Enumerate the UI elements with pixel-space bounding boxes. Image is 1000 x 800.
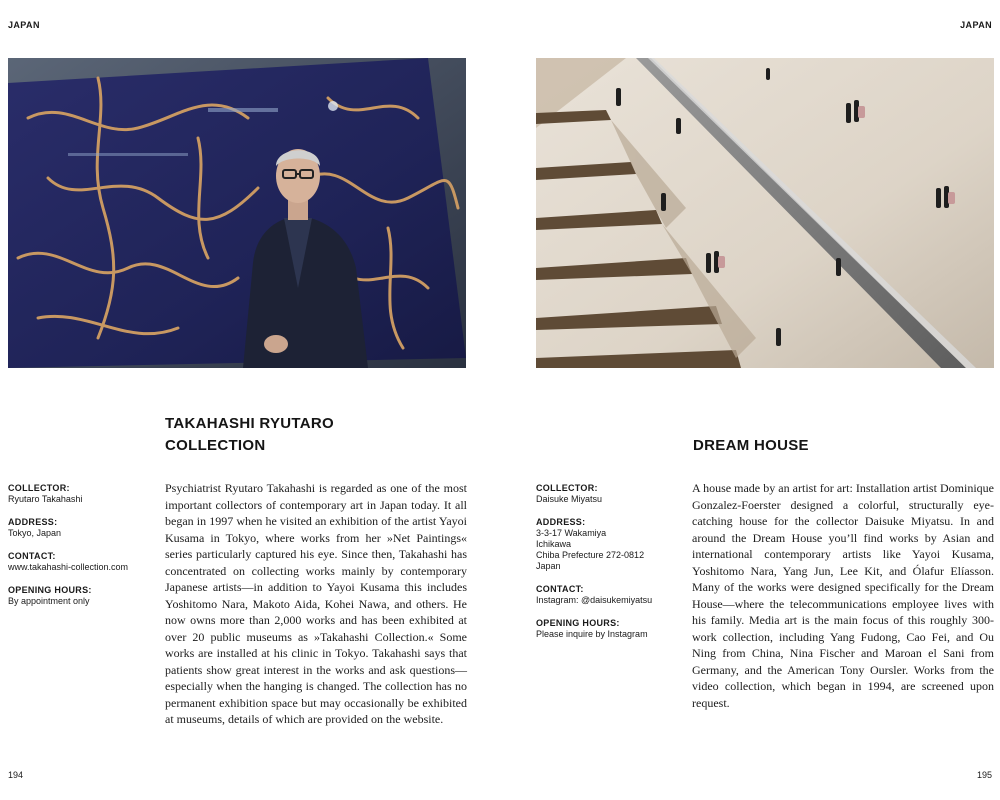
hours-value: By appointment only — [8, 596, 90, 606]
contact-value: Instagram: @daisukemiyatsu — [536, 595, 653, 605]
contact-value: www.takahashi-collection.com — [8, 562, 129, 572]
address-line: Japan — [536, 561, 561, 571]
address-line: Ichikawa — [536, 539, 572, 549]
collector-value: Daisuke Miyatsu — [536, 494, 603, 504]
address-label: ADDRESS: — [8, 517, 58, 527]
address-line: Chiba Prefecture 272-0812 — [536, 550, 645, 560]
title-line: COLLECTION — [165, 437, 266, 454]
body-text-right: A house made by an artist for art: Installation artist Dominique Gonzalez-Foerster designed a colorful, structurally eye-catching house for the collector Daisuke Miyatsu. In and around the Dream House you’ll find works by Asian and international contemporary artists like Yayoi Kusama, Yoshitomo Nara, Yang Jun, Lee Kit, and Ólafur Elíasson. Many of the works were designed specifically for the Dream House—where the telecommunications employee lives with his family. Media art is the main focus of this roughly 300-work collection, including Yang Fudong, Cao Fei, and Ou Ning from China, Nina Fischer and Maroan el Sani from Germany, and the American Tony Oursler. Works from the video collection, which began in 1994, are screened upon request. — [692, 481, 994, 710]
collection-title-left — [165, 413, 334, 457]
title-line: TAKAHASHI RYUTARO — [165, 415, 334, 432]
contact-info — [8, 551, 158, 573]
hours-info — [8, 585, 158, 607]
page-number-right: 195 — [976, 770, 992, 780]
info-panel-right — [536, 483, 686, 652]
address-value: Tokyo, Japan — [8, 528, 62, 538]
address-info — [8, 517, 158, 539]
hours-label: OPENING HOURS: — [8, 585, 92, 595]
collector-info — [536, 483, 686, 505]
address-label: ADDRESS: — [536, 517, 586, 527]
collector-label: COLLECTOR: — [8, 483, 70, 493]
collector-value: Ryutaro Takahashi — [8, 494, 83, 504]
hours-value: Please inquire by Instagram — [536, 629, 648, 639]
collector-info — [8, 483, 158, 505]
running-head-left: JAPAN — [8, 20, 40, 30]
hours-label: OPENING HOURS: — [536, 618, 620, 628]
collector-label: COLLECTOR: — [536, 483, 598, 493]
page-number-left: 194 — [8, 770, 24, 780]
dream-house-photo — [536, 58, 994, 368]
address-line: 3-3-17 Wakamiya — [536, 528, 607, 538]
hours-info — [536, 618, 686, 640]
collection-title-right — [693, 435, 809, 457]
address-info — [536, 517, 686, 572]
contact-info — [536, 584, 686, 606]
contact-label: CONTACT: — [8, 551, 56, 561]
collector-portrait-photo — [8, 58, 466, 368]
info-panel-left — [8, 483, 158, 619]
running-head-right: JAPAN — [960, 20, 992, 30]
title-line: DREAM HOUSE — [693, 437, 809, 454]
contact-label: CONTACT: — [536, 584, 584, 594]
body-text-left: Psychiatrist Ryutaro Takahashi is regarded as one of the most important collectors of contemporary art in Japan today. It all began in 1997 when he visited an exhibition of the artist Yayoi Kusama in Tokyo, where works from her »Net Paintings« series particularly captured his eye. Since then, Takahashi has concentrated on collecting works mainly by contemporary Japanese artists—in addition to Yayoi Kusama this includes Yoshitomo Nara, Makoto Aida, Kohei Nawa, and others. He now owns more than 2,000 works and has been exhibited at over 20 public museums as »Takahashi Collection.« Some works are installed at his clinic in Tokyo. Takahashi says that patients show great interest in the works and ask questions—especially when the hanging is changed. The collection has no permanent exhibition space but may occasionally be exhibited at museums, details of which are provided on the website. — [165, 481, 467, 726]
